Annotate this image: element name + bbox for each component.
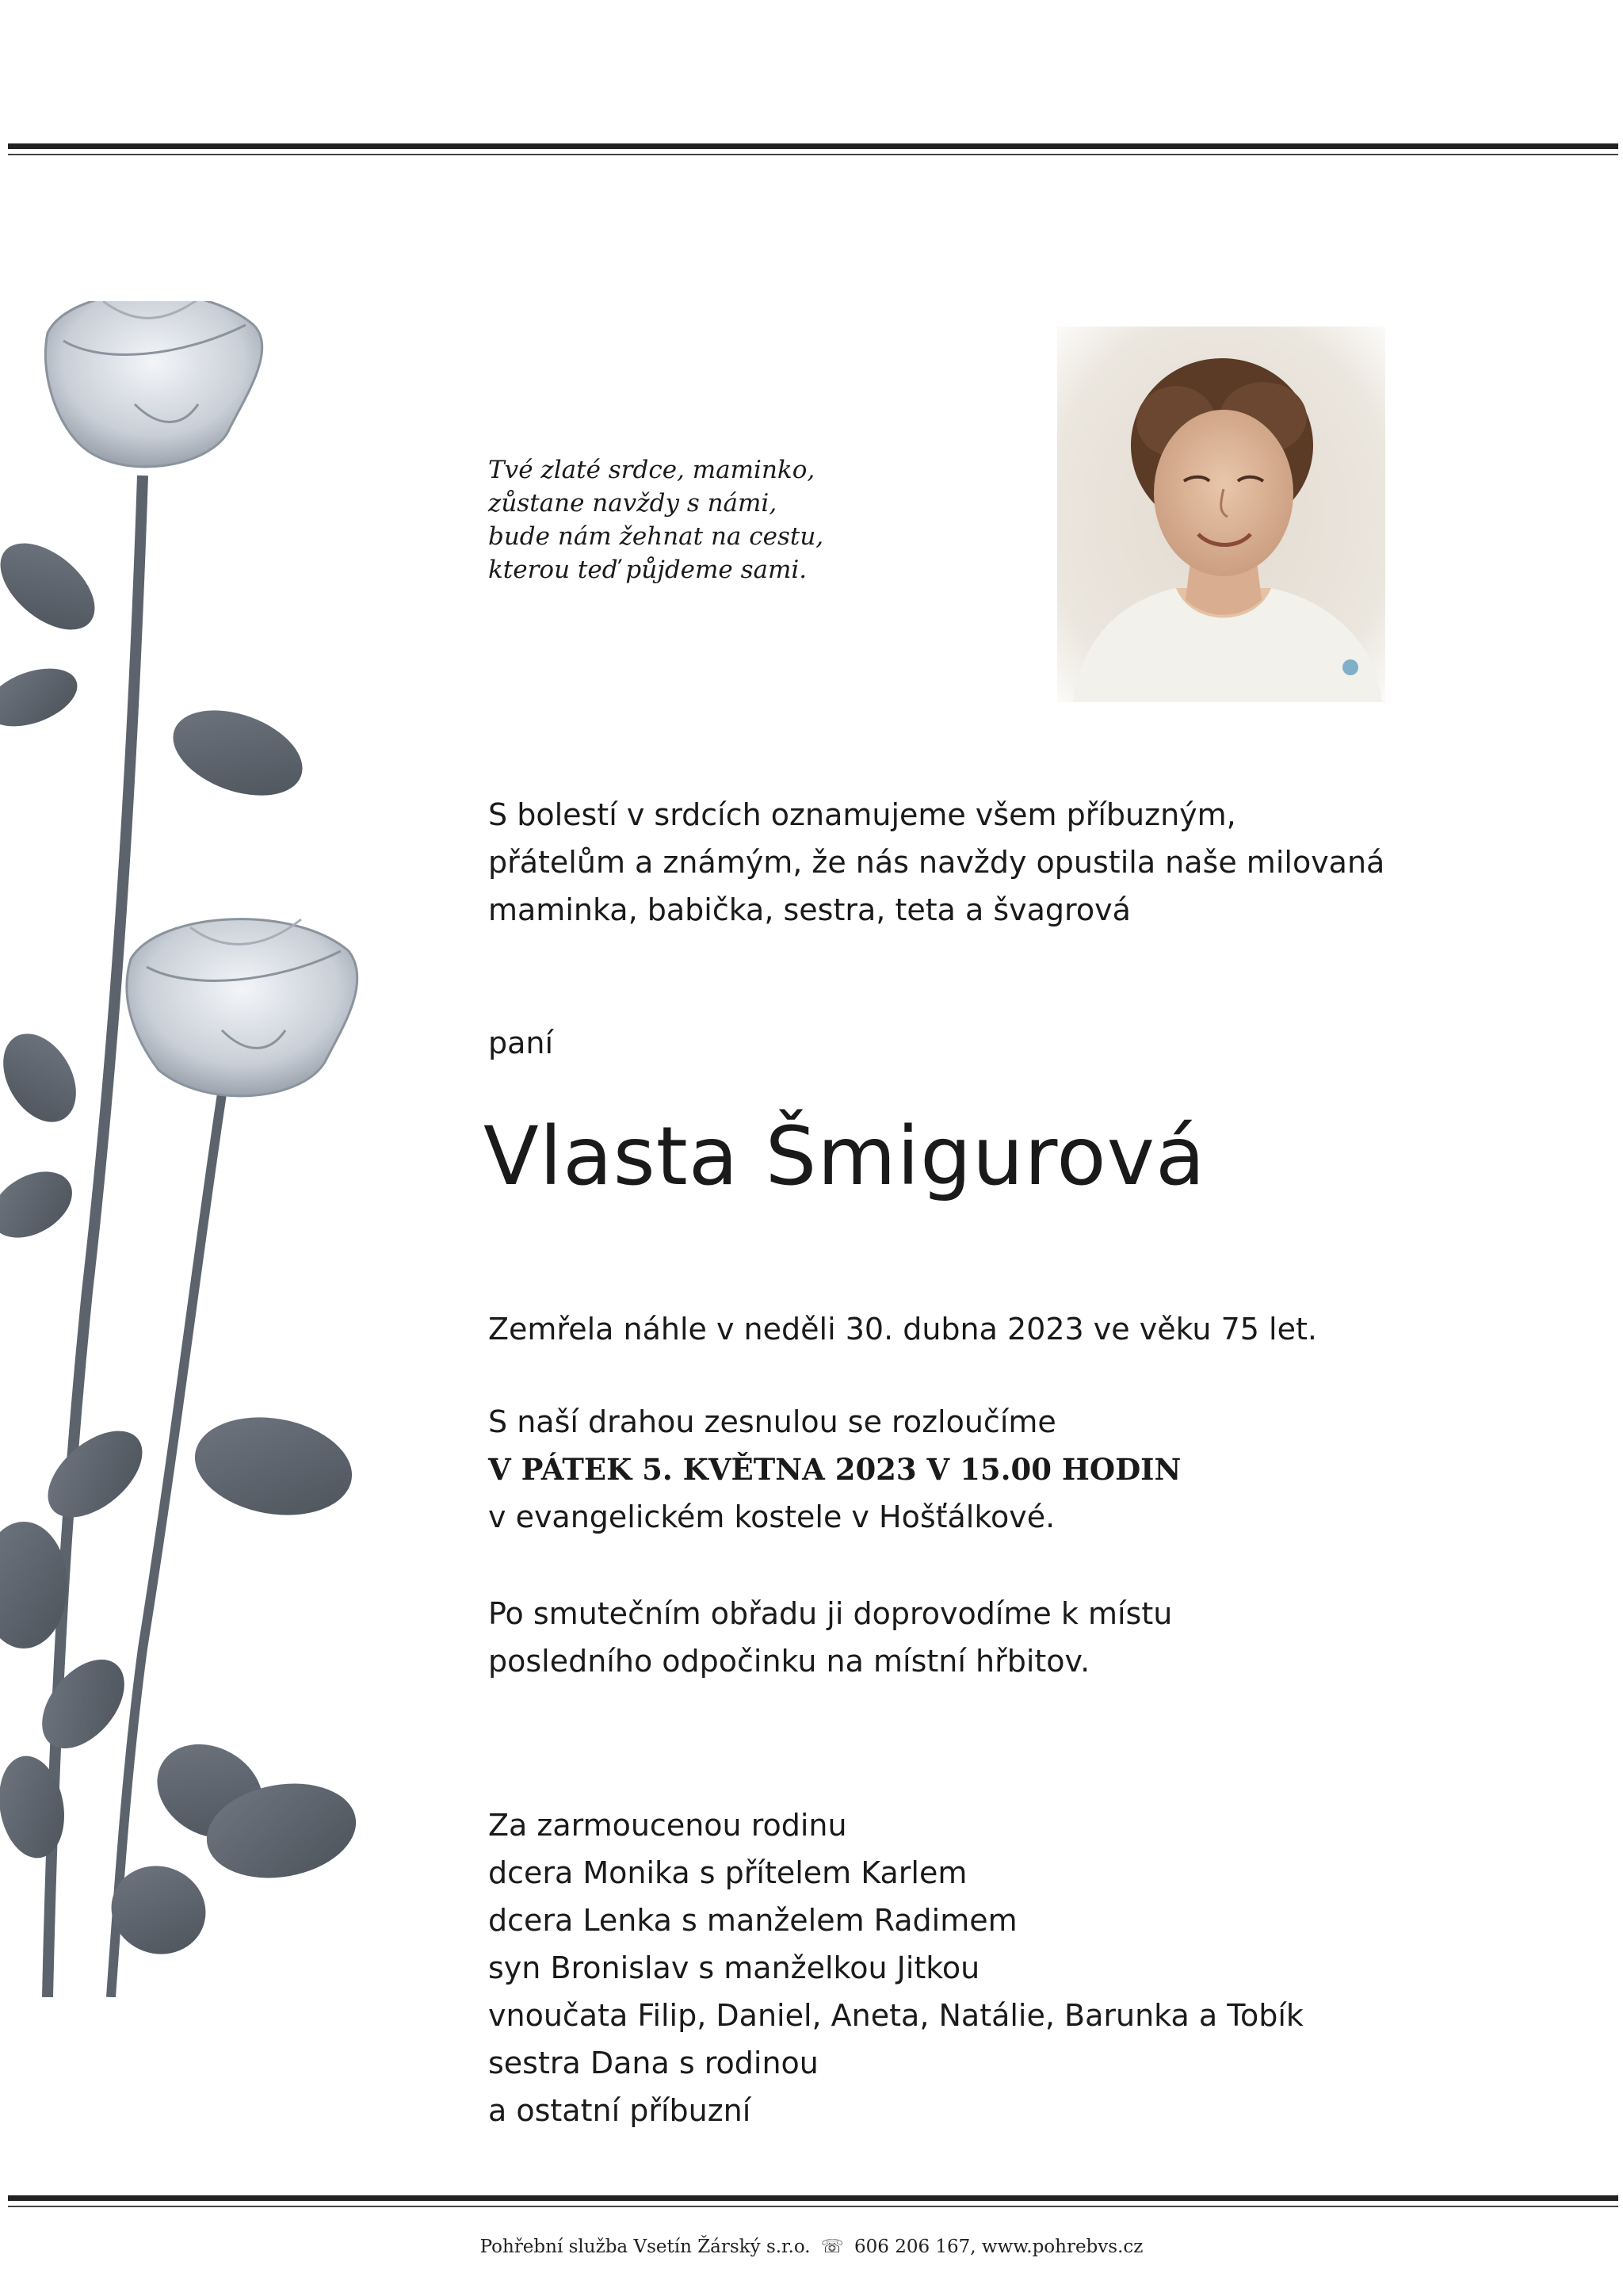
family-line: sestra Dana s rodinou [488,2046,819,2080]
farewell-line: S naší drahou zesnulou se rozloučíme [488,1404,1056,1439]
farewell-info [488,1398,1181,1541]
portrait-photo [1057,327,1385,702]
poem-line: kterou teď půjdeme sami. [488,556,808,584]
poem-line: Tvé zlaté srdce, maminko, [488,456,815,484]
bottom-border-rule [8,2195,1618,2207]
announcement-line: maminka, babička, sestra, teta a švagrová [488,892,1131,927]
announcement [488,791,1384,934]
announcement-line: přátelům a známým, že nás navždy opustila naše milovaná [488,845,1385,880]
farewell-place: v evangelickém kostele v Hošťálkové. [488,1499,1056,1534]
footer-contact: 606 206 167, www.pohrebvs.cz [854,2237,1144,2257]
honorific: paní [488,1026,554,1060]
roses-illustration [0,301,380,1997]
burial-line: Po smutečním obřadu ji doprovodíme k místu [488,1596,1173,1631]
announcement-line: S bolestí v srdcích oznamujeme všem příbuzným, [488,797,1236,832]
family-line: dcera Monika s přítelem Karlem [488,1855,968,1890]
burial-info [488,1590,1172,1685]
death-info: Zemřela náhle v neděli 30. dubna 2023 ve věku 75 let. [488,1312,1317,1347]
burial-line: posledního odpočinku na místní hřbitov. [488,1644,1090,1679]
family-line: dcera Lenka s manželem Radimem [488,1903,1018,1938]
footer-company: Pohřební služba Vsetín Žárský s.r.o. [479,2237,811,2257]
poem [488,453,823,586]
family-line: vnoučata Filip, Daniel, Aneta, Natálie, Barunka a Tobík [488,1998,1304,2033]
footer [0,2237,1623,2257]
poem-line: bude nám žehnat na cestu, [488,522,824,551]
family-line: syn Bronislav s manželkou Jitkou [488,1950,980,1985]
top-border-rule [8,143,1618,155]
deceased-name: Vlasta Šmigurová [483,1110,1206,1204]
family-line: Za zarmoucenou rodinu [488,1808,847,1843]
family-line: a ostatní příbuzní [488,2093,751,2128]
phone-icon: ☏ [820,2237,844,2257]
poem-line: zůstane navždy s námi, [488,489,777,518]
family-list [488,1801,1304,2134]
farewell-date-time: V PÁTEK 5. KVĚTNA 2023 V 15.00 HODIN [488,1452,1182,1487]
